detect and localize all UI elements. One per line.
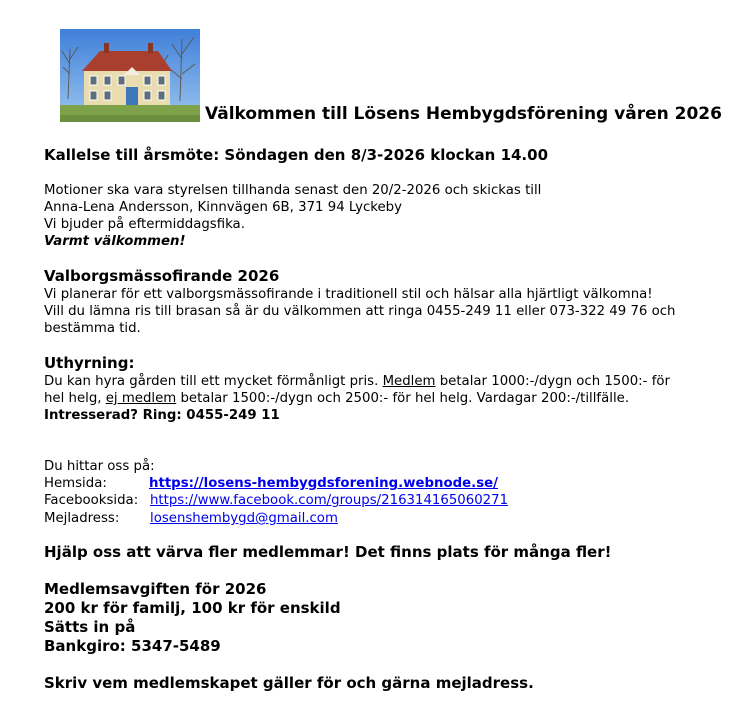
- facebook-link[interactable]: https://www.facebook.com/groups/216314165060271: [150, 493, 509, 508]
- rental-text: [44, 373, 670, 424]
- meeting-line-2: Anna-Lena Andersson, Kinnvägen 6B, 371 94 Lyckeby: [44, 200, 402, 215]
- fee-deposit: Sätts in på: [44, 618, 136, 636]
- facebook-label: Facebooksida:: [44, 493, 139, 508]
- page-title: Välkommen till Lösens Hembygdsförening våren 2026: [205, 104, 722, 124]
- fee-block: [44, 580, 341, 656]
- website-link[interactable]: https://losens-hembygdsforening.webnode.se/: [149, 476, 498, 491]
- valborg-line-3: bestämma tid.: [44, 321, 141, 336]
- email-label: Mejladress:: [44, 511, 120, 526]
- meeting-heading: Kallelse till årsmöte: Söndagen den 8/3-2026 klockan 14.00: [44, 146, 549, 164]
- closing-text: Skriv vem medlemskapet gäller för och gärna mejladress.: [44, 674, 534, 692]
- meeting-text: [44, 182, 541, 250]
- fee-bankgiro: Bankgiro: 5347-5489: [44, 637, 221, 655]
- email-row: [44, 510, 338, 527]
- house-photo: [60, 29, 200, 122]
- valborg-line-1: Vi planerar för ett valborgsmässofirande i traditionell stil och hälsar alla hjärtligt välkomna!: [44, 287, 653, 302]
- rental-line-1a: Du kan hyra gården till ett mycket förmånligt pris.: [44, 374, 383, 389]
- valborg-text: [44, 286, 675, 337]
- meeting-welcome: Varmt välkommen!: [44, 234, 186, 249]
- rental-line-2c: betalar 1500:-/dygn och 2500:- för hel helg. Vardagar 200:-/tillfälle.: [176, 391, 630, 406]
- member-term: Medlem: [382, 374, 436, 389]
- rental-line-2a: hel helg,: [44, 391, 106, 406]
- rental-line-1: [44, 373, 670, 390]
- rental-line-2: [44, 390, 670, 407]
- recruit-text: Hjälp oss att värva fler medlemmar! Det finns plats för många fler!: [44, 543, 612, 561]
- rental-contact: Intresserad? Ring: 0455-249 11: [44, 408, 280, 423]
- email-link[interactable]: losenshembygd@gmail.com: [150, 511, 338, 526]
- facebook-row: [44, 492, 508, 509]
- fee-heading: Medlemsavgiften för 2026: [44, 580, 267, 598]
- non-member-term: ej medlem: [105, 391, 177, 406]
- find-us-intro: Du hittar oss på:: [44, 459, 155, 474]
- valborg-line-2: Vill du lämna ris till brasan så är du välkommen att ringa 0455-249 11 eller 073-322 49 76 och: [44, 304, 676, 319]
- meeting-line-3: Vi bjuder på eftermiddagsfika.: [44, 217, 245, 232]
- website-label: Hemsida:: [44, 476, 107, 491]
- website-row: [44, 475, 498, 492]
- valborg-heading: Valborgsmässofirande 2026: [44, 267, 280, 285]
- rental-heading: Uthyrning:: [44, 354, 135, 372]
- fee-amounts: 200 kr för familj, 100 kr för enskild: [44, 599, 341, 617]
- rental-line-1c: betalar 1000:-/dygn och 1500:- för: [435, 374, 670, 389]
- meeting-line-1: Motioner ska vara styrelsen tillhanda senast den 20/2-2026 och skickas till: [44, 183, 542, 198]
